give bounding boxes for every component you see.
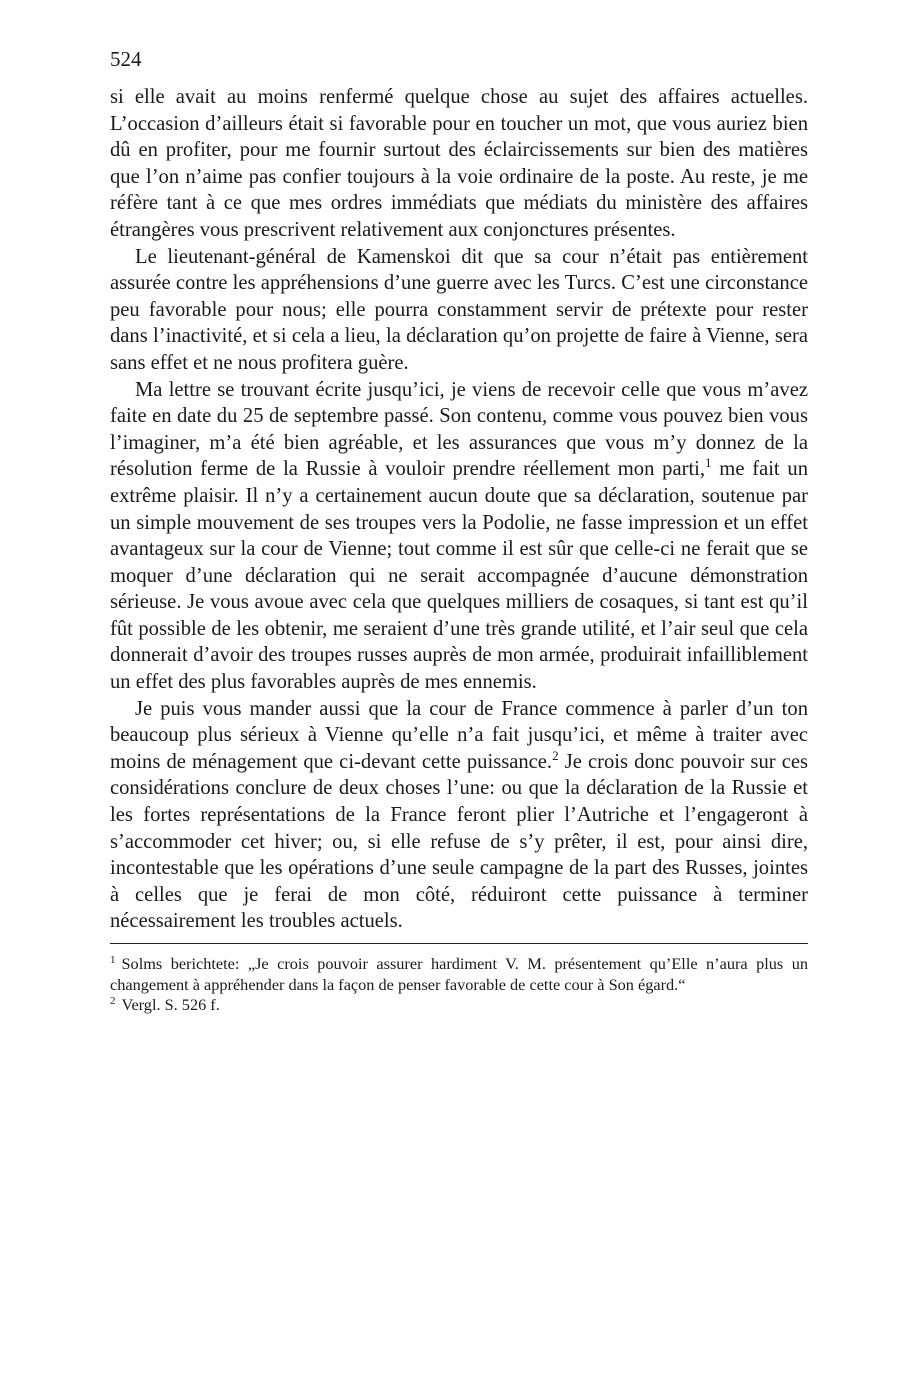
- footnote-reference: 1: [705, 455, 712, 471]
- page-number: 524: [110, 47, 142, 71]
- paragraph: [110, 244, 808, 377]
- document-page: [110, 44, 808, 1016]
- paragraph: [110, 696, 808, 935]
- paragraph-text: si elle avait au moins renfermé quelque chose au sujet des affaires actuelles. L’occasion d’ailleurs était si favorable pour en toucher un mot, que vous auriez bien dû en profiter, pour me fournir surtout des éclaircissements sur bien des matières que l’on n’aime pas confier toujours à la voie ordinaire de la poste. Au reste, je me réfère tant à ce que mes ordres immédiats que médiats du ministère des affaires étrangères vous prescrivent relativement aux conjonctures présentes.: [110, 86, 808, 241]
- footnote-reference: 2: [552, 747, 559, 763]
- paragraph-text: Ma lettre se trouvant écrite jusqu’ici, je viens de recevoir celle que vous m’avez faite en date du 25 de septembre passé. Son contenu, comme vous pouvez bien vous l’imaginer, m’a été bien agréable, et les assurances que vous m’y donnez de la résolution ferme de la Russie à vouloir prendre réellement mon parti,: [110, 378, 808, 481]
- paragraph-text: Je puis vous mander aussi que la cour de France commence à parler d’un ton beaucoup plus sérieux à Vienne qu’elle n’a fait jusqu’ici, et même à traiter avec moins de ménagement que ci-devant cette puissance.: [110, 697, 808, 773]
- paragraph-text: Le lieutenant-général de Kamenskoi dit que sa cour n’était pas entièrement assurée contre les appréhensions d’une guerre avec les Turcs. C’est une circonstance peu favorable pour nous; elle pourra constamment servir de prétexte pour rester dans l’inactivité, et si cela a lieu, la déclaration qu’on projette de faire à Vienne, sera sans effet et ne nous profitera guère.: [110, 245, 808, 374]
- paragraph: [110, 377, 808, 696]
- footnote-mark: 2: [110, 994, 116, 1007]
- footnote: [110, 954, 808, 995]
- footnote-text: Vergl. S. 526 f.: [121, 995, 220, 1014]
- footnote: [110, 995, 808, 1016]
- footnotes: [110, 954, 808, 1016]
- footnote-mark: 1: [110, 953, 116, 966]
- footnote-divider: [110, 943, 808, 944]
- paragraph-text: me fait un extrême plaisir. Il n’y a certainement aucun doute que sa déclaration, soutenue par un simple mouvement de ses troupes vers la Podolie, ne fasse impression et un effet avantageux sur la cour de Vienne; tout comme il est sûr que celle-ci ne ferait que se moquer d’une déclaration qui ne serait accompagnée d’aucune démonstration sérieuse. Je vous avoue avec cela que quelques milliers de cosaques, si tant est qu’il fût possible de les obtenir, me seraient d’une très grande utilité, et l’air seul que cela donnerait d’avoir des troupes russes auprès de mon armée, produirait infailliblement un effet des plus favorables auprès de mes ennemis.: [110, 458, 808, 694]
- paragraph: [110, 84, 808, 244]
- body-text: [110, 84, 808, 935]
- footnote-text: Solms berichtete: „Je crois pouvoir assurer hardiment V. M. présentement qu’Elle n’aura plus un changement à appréhender dans la façon de penser favorable de cette cour à Son égard.“: [110, 954, 808, 994]
- paragraph-text: Je crois donc pouvoir sur ces considérations conclure de deux choses l’une: ou que la déclaration de la Russie et les fortes représentations de la France feront plier l’Autriche et l’engageront à s’accommoder cet hiver; ou, si elle refuse de s’y prêter, il est, pour ainsi dire, incontestable que les opérations d’une seule campagne de la part des Russes, jointes à celles que je ferai de mon côté, réduiront cette puissance à terminer nécessairement les troubles actuels.: [110, 750, 809, 933]
